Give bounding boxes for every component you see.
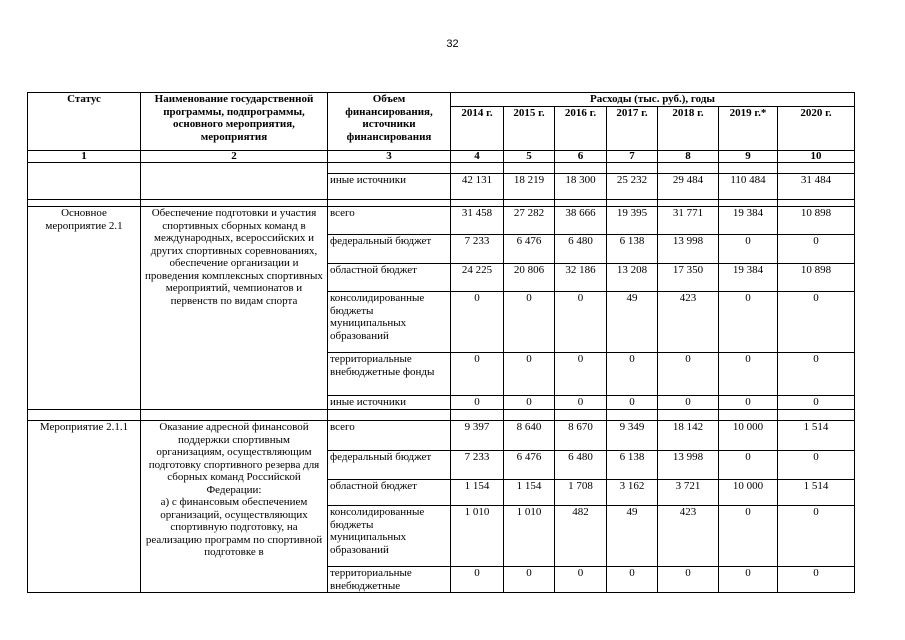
value-cell: 0 bbox=[504, 567, 555, 593]
value-cell: 10 000 bbox=[719, 480, 778, 506]
value-cell: 0 bbox=[451, 292, 504, 353]
value-cell: 19 395 bbox=[607, 207, 658, 235]
funding-source: консолидированные бюджеты муниципальных образований bbox=[328, 506, 451, 567]
value-cell: 9 349 bbox=[607, 421, 658, 451]
column-index: 4 bbox=[451, 151, 504, 163]
status-cell: Основное мероприятие 2.1 bbox=[28, 207, 141, 410]
column-index: 3 bbox=[328, 151, 451, 163]
header-year: 2019 г.* bbox=[719, 107, 778, 151]
value-cell: 482 bbox=[555, 506, 607, 567]
value-cell: 32 186 bbox=[555, 264, 607, 292]
value-cell: 0 bbox=[778, 451, 855, 480]
value-cell: 0 bbox=[658, 567, 719, 593]
name-cell-empty bbox=[141, 163, 328, 200]
value-cell: 0 bbox=[719, 451, 778, 480]
value-cell: 0 bbox=[719, 235, 778, 264]
value-cell: 0 bbox=[555, 396, 607, 410]
value-cell: 19 384 bbox=[719, 264, 778, 292]
funding-row bbox=[28, 207, 855, 235]
column-index-row bbox=[28, 151, 855, 163]
column-index: 5 bbox=[504, 151, 555, 163]
funding-row bbox=[28, 421, 855, 451]
value-cell: 0 bbox=[555, 292, 607, 353]
value-cell: 0 bbox=[504, 396, 555, 410]
value-cell: 7 233 bbox=[451, 451, 504, 480]
value-cell: 0 bbox=[778, 235, 855, 264]
value-cell: 0 bbox=[451, 353, 504, 396]
value-cell: 9 397 bbox=[451, 421, 504, 451]
value-cell: 25 232 bbox=[607, 174, 658, 200]
value-cell: 6 138 bbox=[607, 451, 658, 480]
value-cell: 0 bbox=[719, 506, 778, 567]
value-cell: 8 670 bbox=[555, 421, 607, 451]
column-index: 2 bbox=[141, 151, 328, 163]
value-cell: 0 bbox=[658, 396, 719, 410]
value-cell: 0 bbox=[451, 567, 504, 593]
column-index: 9 bbox=[719, 151, 778, 163]
header-year: 2017 г. bbox=[607, 107, 658, 151]
header-year: 2018 г. bbox=[658, 107, 719, 151]
status-cell: Мероприятие 2.1.1 bbox=[28, 421, 141, 593]
value-cell: 31 771 bbox=[658, 207, 719, 235]
header-year: 2016 г. bbox=[555, 107, 607, 151]
value-cell: 18 300 bbox=[555, 174, 607, 200]
value-cell: 0 bbox=[778, 353, 855, 396]
column-index: 10 bbox=[778, 151, 855, 163]
value-cell: 27 282 bbox=[504, 207, 555, 235]
value-cell: 20 806 bbox=[504, 264, 555, 292]
value-cell: 6 476 bbox=[504, 451, 555, 480]
value-cell: 49 bbox=[607, 506, 658, 567]
value-cell: 0 bbox=[778, 567, 855, 593]
header-year: 2014 г. bbox=[451, 107, 504, 151]
header-volume: Объем финансирования, источники финансирования bbox=[328, 93, 451, 151]
value-cell: 1 010 bbox=[504, 506, 555, 567]
value-cell: 13 998 bbox=[658, 451, 719, 480]
page-number: 32 bbox=[446, 38, 459, 50]
funding-source: областной бюджет bbox=[328, 264, 451, 292]
funding-source: иные источники bbox=[328, 174, 451, 200]
value-cell: 0 bbox=[719, 396, 778, 410]
activity-name: Обеспечение подготовки и участия спортивных сборных команд в международных, всероссийских и других спортивных соревнованиях, обеспечение организации и проведения комплексных спортивных мероприятий, чемпионатов и первенств по видам спорта bbox=[141, 207, 328, 410]
value-cell: 0 bbox=[719, 567, 778, 593]
value-cell: 1 514 bbox=[778, 421, 855, 451]
value-cell: 110 484 bbox=[719, 174, 778, 200]
value-cell: 423 bbox=[658, 292, 719, 353]
funding-source: федеральный бюджет bbox=[328, 235, 451, 264]
value-cell: 10 898 bbox=[778, 207, 855, 235]
value-cell: 0 bbox=[778, 506, 855, 567]
value-cell: 0 bbox=[607, 567, 658, 593]
value-cell: 1 708 bbox=[555, 480, 607, 506]
value-cell: 0 bbox=[504, 292, 555, 353]
value-cell: 19 384 bbox=[719, 207, 778, 235]
status-cell-empty bbox=[28, 163, 141, 200]
value-cell: 49 bbox=[607, 292, 658, 353]
column-index: 6 bbox=[555, 151, 607, 163]
funding-source: территориальные внебюджетные фонды bbox=[328, 353, 451, 396]
value-cell: 29 484 bbox=[658, 174, 719, 200]
value-cell: 13 208 bbox=[607, 264, 658, 292]
value-cell: 10 000 bbox=[719, 421, 778, 451]
column-index: 1 bbox=[28, 151, 141, 163]
value-cell: 6 476 bbox=[504, 235, 555, 264]
funding-source: территориальные внебюджетные bbox=[328, 567, 451, 593]
value-cell: 8 640 bbox=[504, 421, 555, 451]
column-index: 7 bbox=[607, 151, 658, 163]
value-cell: 0 bbox=[719, 292, 778, 353]
value-cell: 6 138 bbox=[607, 235, 658, 264]
value-cell: 1 154 bbox=[451, 480, 504, 506]
header-year: 2015 г. bbox=[504, 107, 555, 151]
funding-source: областной бюджет bbox=[328, 480, 451, 506]
value-cell: 0 bbox=[451, 396, 504, 410]
value-cell: 423 bbox=[658, 506, 719, 567]
value-cell: 13 998 bbox=[658, 235, 719, 264]
value-cell: 1 154 bbox=[504, 480, 555, 506]
value-cell: 6 480 bbox=[555, 451, 607, 480]
value-cell: 31 484 bbox=[778, 174, 855, 200]
funding-source: консолидированные бюджеты муниципальных образований bbox=[328, 292, 451, 353]
value-cell: 0 bbox=[719, 353, 778, 396]
value-cell: 0 bbox=[555, 353, 607, 396]
value-cell: 3 721 bbox=[658, 480, 719, 506]
value-cell: 0 bbox=[778, 292, 855, 353]
value-cell: 10 898 bbox=[778, 264, 855, 292]
value-cell: 0 bbox=[658, 353, 719, 396]
value-cell: 0 bbox=[607, 396, 658, 410]
header-year: 2020 г. bbox=[778, 107, 855, 151]
value-cell: 42 131 bbox=[451, 174, 504, 200]
value-cell: 0 bbox=[504, 353, 555, 396]
value-cell: 18 142 bbox=[658, 421, 719, 451]
value-cell: 17 350 bbox=[658, 264, 719, 292]
column-index: 8 bbox=[658, 151, 719, 163]
header-status: Статус bbox=[28, 93, 141, 151]
funding-source: всего bbox=[328, 421, 451, 451]
budget-table bbox=[27, 92, 855, 593]
value-cell: 6 480 bbox=[555, 235, 607, 264]
funding-source: иные источники bbox=[328, 396, 451, 410]
value-cell: 38 666 bbox=[555, 207, 607, 235]
value-cell: 0 bbox=[607, 353, 658, 396]
value-cell: 1 010 bbox=[451, 506, 504, 567]
value-cell: 31 458 bbox=[451, 207, 504, 235]
value-cell: 24 225 bbox=[451, 264, 504, 292]
value-cell: 0 bbox=[778, 396, 855, 410]
funding-source: федеральный бюджет bbox=[328, 451, 451, 480]
header-name: Наименование государственной программы, подпрограммы, основного мероприятия, мероприятия bbox=[141, 93, 328, 151]
activity-name: Оказание адресной финансовой поддержки спортивным организациям, осуществляющим подготовку спортивного резерва для сборных команд Российской Федерации: а) с финансовым обеспечением организаций, осуществляющих спортивную подготовку, на реализацию программ по спортивной подготовке в bbox=[141, 421, 328, 593]
header-expenses: Расходы (тыс. руб.), годы bbox=[451, 93, 855, 107]
funding-source: всего bbox=[328, 207, 451, 235]
value-cell: 7 233 bbox=[451, 235, 504, 264]
value-cell: 0 bbox=[555, 567, 607, 593]
value-cell: 1 514 bbox=[778, 480, 855, 506]
value-cell: 3 162 bbox=[607, 480, 658, 506]
value-cell: 18 219 bbox=[504, 174, 555, 200]
